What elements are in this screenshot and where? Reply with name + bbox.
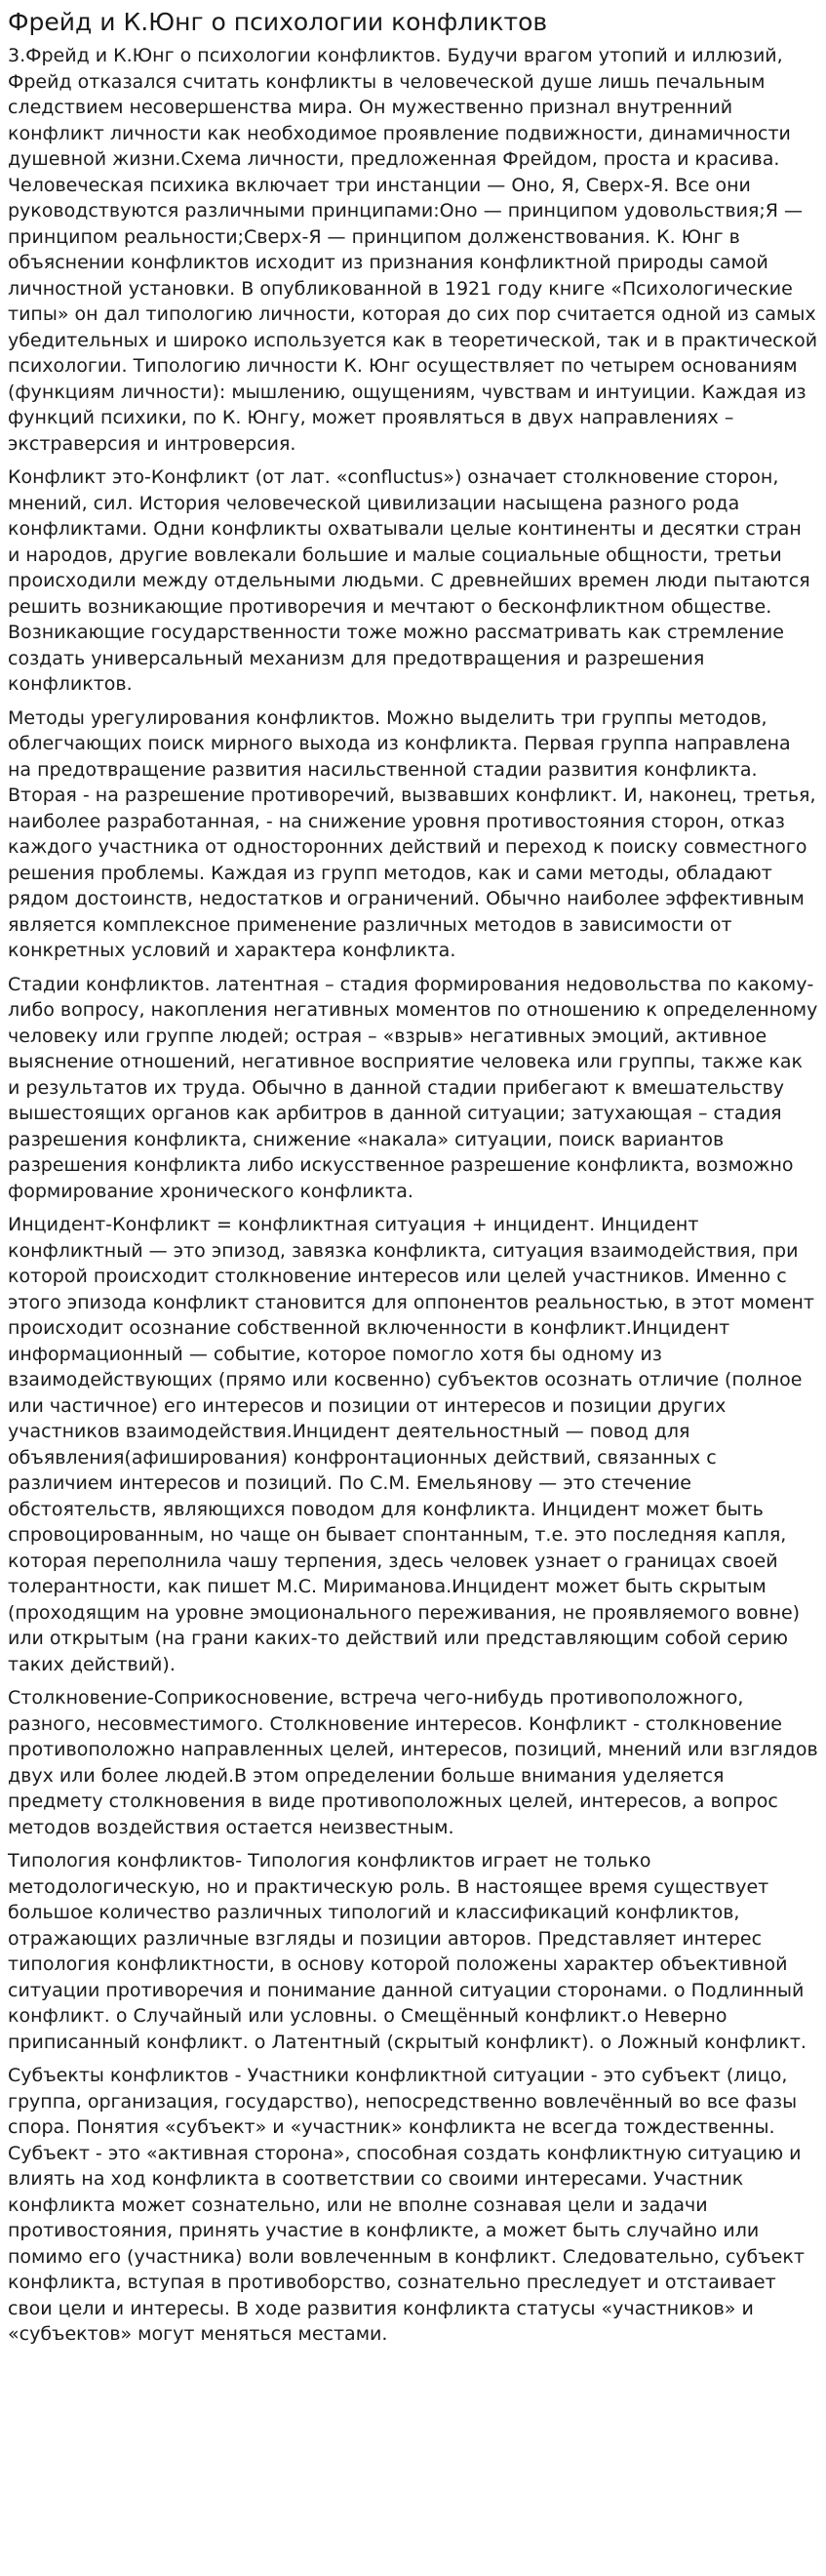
document-title: Фрейд и К.Юнг о психологии конфликтов	[8, 8, 548, 36]
paragraph-collision: Столкновение-Соприкосновение, встреча чего-нибудь противоположного, разного, несовместимого. Столкновение интересов. Конфликт - столкновение противоположно направленных целей, интересов, позиций, мнений или взглядов двух или более людей.В этом определении больше внимания уделяется предмету столкновения в виде противоположных целей, интересов, а вопрос методов воздействия остается неизвестным.	[8, 1687, 818, 1838]
paragraph-conflict-definition: Конфликт это-Конфликт (от лат. «confluctus») означает столкновение сторон, мнений, сил. История человеческой цивилизации насыщена разного рода конфликтами. Одни конфликты охватывали целые континенты и десятки стран и народов, другие вовлекали большие и малые социальные общности, третьи происходили между отдельными людьми. С древнейших времен люди пытаются решить возникающие противоречия и мечтают о бесконфликтном обществе. Возникающие государственности тоже можно рассматривать как стремление создать универсальный механизм для предотвращения и разрешения конфликтов.	[8, 466, 810, 695]
paragraph-subjects: Субъекты конфликтов - Участники конфликтной ситуации - это субъект (лицо, группа, организация, государство), непосредственно вовлечённый во все фазы спора. Понятия «субъект» и «участник» конфликта не всегда тождественны. Субъект - это «активная сторона», способная создать конфликтную ситуацию и влиять на ход конфликта в соответствии со своими интересами. Участник конфликта может сознательно, или не вполне сознавая цели и задачи противостояния, принять участие в конфликте, а может быть случайно или помимо его (участника) воли вовлеченным в конфликт. Следовательно, субъект конфликта, вступая в противоборство, сознательно преследует и отстаивает свои цели и интересы. В ходе развития конфликта статусы «участников» и «субъектов» могут меняться местами.	[8, 2065, 805, 2345]
paragraph-conflict-stages: Стадии конфликтов. латентная – стадия формирования недовольства по какому-либо вопросу, накопления негативных моментов по отношению к определенному человеку или группе людей; острая – «взрыв» негативных эмоций, активное выяснение отношений, негативное восприятие человека или группы, также как и результатов их труда. Обычно в данной стадии прибегают к вмешательству вышестоящих органов как арбитров в данной ситуации; затухающая – стадия разрешения конфликта, снижение «накала» ситуации, поиск вариантов разрешения конфликта либо искусственное разрешение конфликта, возможно формирование хронического конфликта.	[8, 973, 818, 1202]
paragraph-incident: Инцидент-Конфликт = конфликтная ситуация + инцидент. Инцидент конфликтный — это эпизод, завязка конфликта, ситуация взаимодействия, при которой происходит столкновение интересов или целей участников. Именно с этого эпизода конфликт становится для оппонентов реальностью, в этот момент происходит осознание собственной включенности в конфликт.Инцидент информационный — событие, которое помогло хотя бы одному из взаимодействующих (прямо или косвенно) субъектов осознать отличие (полное или частичное) его интересов и позиции от интересов и позиции других участников взаимодействия.Инцидент деятельностный — повод для объявления(афиширования) конфронтационных действий, связанных с различием интересов и позиций. По С.М. Емельянову — это стечение обстоятельств, являющихся поводом для конфликта. Инцидент может быть спровоцированным, но чаще он бывает спонтанным, т.е. это последняя капля, которая переполнила чашу терпения, здесь человек узнает о границах своей толерантности, как пишет М.С. Мириманова.Инцидент может быть скрытым (проходящим на уровне эмоционального переживания, не проявляемого вовне) или открытым (на грани каких-то действий или представляющим собой серию таких действий).	[8, 1214, 814, 1675]
paragraph-resolution-methods: Методы урегулирования конфликтов. Можно выделить три группы методов, облегчающих поиск мирного выхода из конфликта. Первая группа направлена на предотвращение развития насильственной стадии развития конфликта. Вторая - на разрешение противоречий, вызвавших конфликт. И, наконец, третья, наиболее разработанная, - на снижение уровня противостояния сторон, отказ каждого участника от односторонних действий и переход к поиску совместного решения проблемы. Каждая из групп методов, как и сами методы, обладают рядом достоинств, недостатков и ограничений. Обычно наиболее эффективным является комплексное применение различных методов в зависимости от конкретных условий и характера конфликта.	[8, 706, 816, 961]
paragraph-typology: Типология конфликтов- Типология конфликтов играет не только методологическую, но и практическую роль. В настоящее время существует большое количество различных типологий и классификаций конфликтов, отражающих различные взгляды и позиции авторов. Представляет интерес типология конфликтности, в основу которой положены характер объективной ситуации противоречия и понимание данной ситуации сторонами. о Подлинный конфликт. о Случайный или условны. о Смещённый конфликт.о Неверно приписанный конфликт. о Латентный (скрытый конфликт). о Ложный конфликт.	[8, 1850, 806, 2053]
paragraph-freud-jung: 3.Фрейд и К.Юнг о психологии конфликтов. Будучи врагом утопий и иллюзий, Фрейд отказался считать конфликты в человеческой душе лишь печальным следствием несовершенства мира. Он мужественно признал внутренний конфликт личности как необходимое проявление подвижности, динамичности душевной жизни.Схема личности, предложенная Фрейдом, проста и красива. Человеческая психика включает три инстанции — Оно, Я, Сверх-Я. Все они руководствуются различными принципами:Оно — принципом удовольствия;Я — принципом реальности;Сверх-Я — принципом долженствования. К. Юнг в объяснении конфликтов исходит из признания конфликтной природы самой личностной установки. В опубликованной в 1921 году книге «Психологические типы» он дал типологию личности, которая до сих пор считается одной из самых убедительных и широко используется как в теоретической, так и в практической психологии. Типологию личности К. Юнг осуществляет по четырем основаниям (функциям личности): мышлению, ощущениям, чувствам и интуиции. Каждая из функций психики, по К. Юнгу, может проявляться в двух направлениях – экстраверсия и интроверсия.	[8, 45, 818, 455]
